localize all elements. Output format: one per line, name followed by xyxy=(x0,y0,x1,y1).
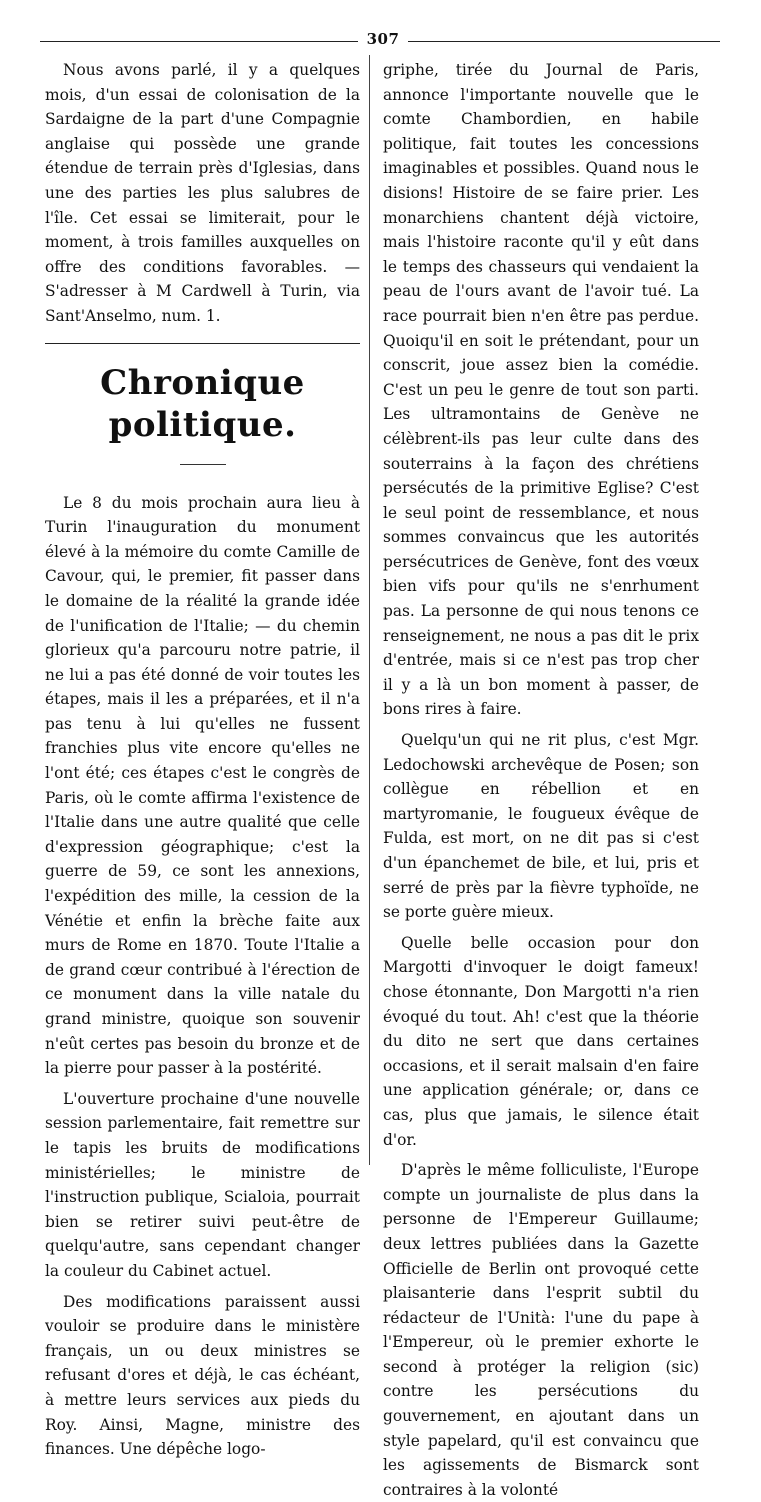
header-rule-right xyxy=(408,41,720,42)
right-column xyxy=(383,58,699,1502)
article-paragraph: Quelqu'un qui ne rit plus, c'est Mgr. Ledochowski archevêque de Posen; son collègue en rébellion et en martyromanie, le fougueux évêque de Fulda, est mort, on ne dit pas si c'est d'un épanchemet de bile, et lui, pris et serré de près par la fièvre typhoïde, ne se porte guère mieux. xyxy=(383,731,699,922)
colonisation-notice: Nous avons parlé, il y a quelques mois, d'un essai de colonisation de la Sardaigne de la part d'une Compagnie anglaise qui possède une grande étendue de terrain près d'Iglesias, dans une des parties les plus salubres de l'île. Cet essai se limiterait, pour le moment, à trois familles auxquelles on offre des conditions favorables. — S'adresser à M Cardwell à Turin, via Sant'Anselmo, num. 1. xyxy=(45,61,360,325)
title-underline xyxy=(180,464,226,465)
article-paragraph: Le 8 du mois prochain aura lieu à Turin l'inauguration du monument élevé à la mémoire du comte Camille de Cavour, qui, le premier, fit passer dans le domaine de la réalité la grande idée de l'unification de l'Italie; — du chemin glorieux qu'a parcouru notre patrie, il ne lui a pas été donné de voir toutes les étapes, mais il les a préparées, et il n'a pas tenu à lui qu'elles ne fussent franchies plus vite encore qu'elles ne l'ont été; ces étapes c'est le congrès de Paris, où le comte affirma l'existence de l'Italie dans une autre qualité que celle d'expression géographique; c'est la guerre de 59, ce sont les annexions, l'expédition des mille, la cession de la Vénétie et enfin la brèche faite aux murs de Rome en 1870. Toute l'Italie a de grand cœur contribué à l'érection de ce monument dans la ville natale du grand ministre, quoique son souvenir n'eût certes pas besoin du bronze et de la pierre pour passer à la postérité. xyxy=(45,493,360,1078)
page-header xyxy=(40,30,720,52)
notice-separator xyxy=(45,343,360,344)
section-title: Chronique politique. xyxy=(100,362,305,445)
article-paragraph: Quelle belle occasion pour don Margotti d'invoquer le doigt fameux! chose étonnante, Don Margotti n'a rien évoqué du tout. Ah! c'est que la théorie du dito ne sert que dans certaines occasions, et il serait malsain d'en faire une application générale; or, dans ce cas, plus que jamais, le silence était d'or. xyxy=(383,933,699,1149)
column-divider xyxy=(369,55,370,1165)
header-rule-left xyxy=(40,41,358,42)
page-number: 307 xyxy=(366,30,400,48)
article-paragraph: D'après le même folliculiste, l'Europe compte un journaliste de plus dans la personne de l'Empereur Guillaume; deux lettres publiées dans la Gazette Officielle de Berlin ont provoqué cette plaisanterie dans l'esprit subtil du rédacteur de l'Unità: l'une du pape à l'Empereur, où le premier exhorte le second à protéger la religion (sic) contre les persécutions du gouvernement, en ajoutant dans un style papelard, qu'il est convaincu que les agissements de Bismarck sont contraires à la volonté xyxy=(383,1161,699,1499)
article-paragraph: griphe, tirée du Journal de Paris, annonce l'importante nouvelle que le comte Chambordien, en habile politique, fait toutes les concessions imaginables et possibles. Quand nous le disions! Histoire de se faire prier. Les monarchiens chantent déjà victoire, mais l'histoire raconte qu'il y eût dans le temps des chasseurs qui vendaient la peau de l'ours avant de l'avoir tué. La race pourrait bien n'en être pas perdue. Quoiqu'il en soit le prétendant, pour un conscrit, joue assez bien la comédie. C'est un peu le genre de tout son parti. Les ultramontains de Genève ne célèbrent-ils pas leur culte dans des souterrains à la façon des chrétiens persécutés de la primitive Eglise? C'est le seul point de ressemblance, et nous sommes convaincus que les autorités persécutrices de Genève, font des vœux bien vifs pour qu'ils ne s'enrhument pas. La personne de qui nous tenons ce renseignement, ne nous a pas dit le prix d'entrée, mais si ce n'est pas trop cher il y a là un bon moment à passer, de bons rires à faire. xyxy=(383,61,699,719)
left-column xyxy=(45,58,360,1462)
article-paragraph: L'ouverture prochaine d'une nouvelle session parlementaire, fait remettre sur le tapis les bruits de modifications ministérielles; le ministre de l'instruction publique, Scialoia, pourrait bien se retirer suivi peut-être de quelqu'autre, sans cependant changer la couleur du Cabinet actuel. xyxy=(45,1089,360,1280)
article-paragraph: Des modifications paraissent aussi vouloir se produire dans le ministère français, un ou deux ministres se refusant d'ores et déjà, le cas échéant, à mettre leurs services aux pieds du Roy. Ainsi, Magne, ministre des finances. Une dépêche logo- xyxy=(45,1292,360,1459)
